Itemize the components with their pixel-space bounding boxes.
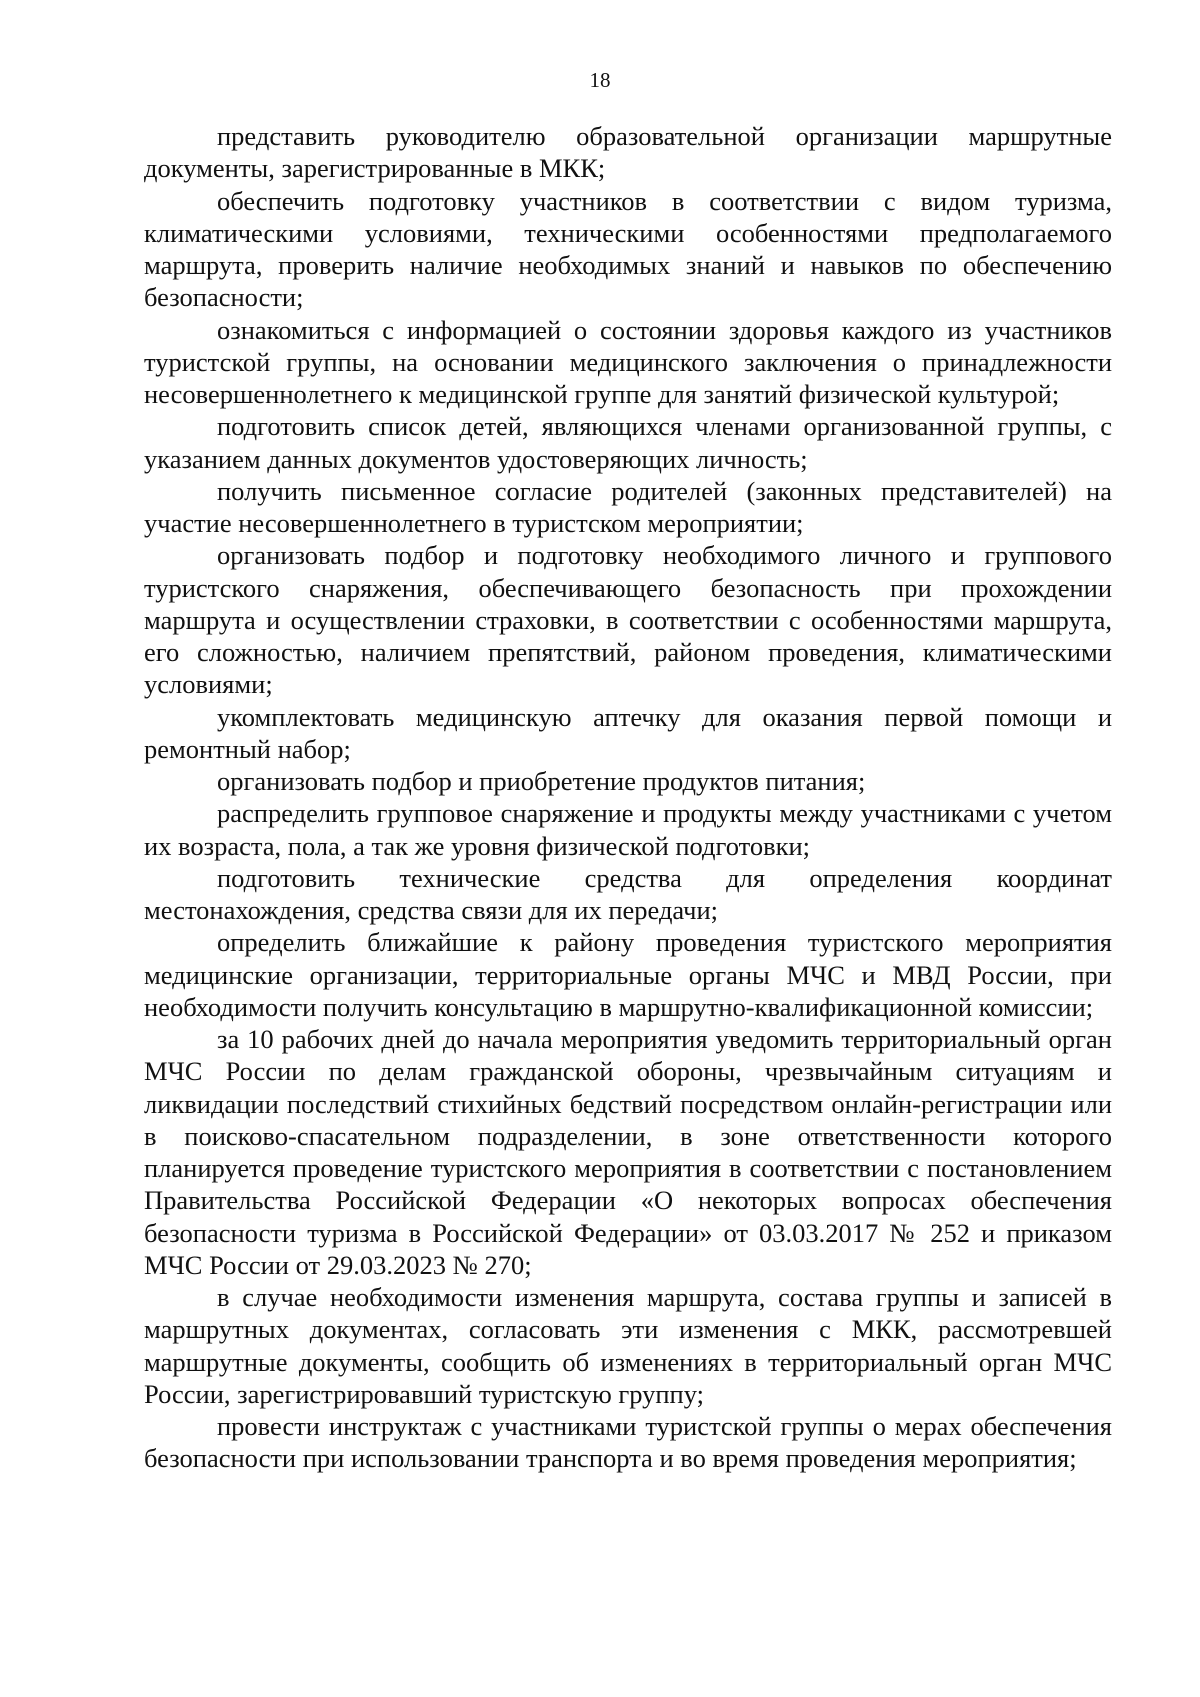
paragraph-3: ознакомиться с информацией о состоянии здоровья каждого из участников туристской группы, на основании медицинского заключения о принадлежности несовершеннолетнего к медицинской группе для занятий физической культурой; [144,314,1112,409]
paragraph-14: провести инструктаж с участниками туристской группы о мерах обеспечения безопасности при использовании транспорта и во время проведения мероприятия; [144,1411,1112,1474]
paragraph-12: за 10 рабочих дней до начала мероприятия уведомить территориальный орган МЧС России по делам гражданской обороны, чрезвычайным ситуациям и ликвидации последствий стихийных бедствий посредством онлайн-регистрации или в поисково-спасательном подразделении, в зоне ответственности которого планируется проведение туристского мероприятия в соответствии с постановлением Правительства Российской Федерации «О некоторых вопросах обеспечения безопасности туризма в Российской Федерации» от 03.03.2017 № 252 и приказом МЧС России от 29.03.2023 № 270; [144,1024,1112,1280]
paragraph-8: организовать подбор и приобретение продуктов питания; [217,766,866,796]
paragraph-2: обеспечить подготовку участников в соответствии с видом туризма, климатическими условиями, техническими особенностями предполагаемого маршрута, проверить наличие необходимых знаний и навыков по обеспечению безопасности; [144,185,1112,313]
page-number: 18 [589,68,611,92]
paragraph-7: укомплектовать медицинскую аптечку для оказания первой помощи и ремонтный набор; [144,701,1112,764]
paragraph-13: в случае необходимости изменения маршрута, состава группы и записей в маршрутных документах, согласовать эти изменения с МКК, рассмотревшей маршрутные документы, сообщить об изменениях в территориальный орган МЧС России, зарегистрировавший туристскую группу; [144,1282,1112,1409]
paragraph-6: организовать подбор и подготовку необходимого личного и группового туристского снаряжения, обеспечивающего безопасность при прохождении маршрута и осуществлении страховки, в соответствии с особенностями маршрута, его сложностью, наличием препятствий, районом проведения, климатическими условиями; [144,540,1112,700]
paragraph-5: получить письменное согласие родителей (законных представителей) на участие несовершеннолетнего в туристском мероприятии; [144,475,1112,538]
paragraph-4: подготовить список детей, являющихся членами организованной группы, с указанием данных документов удостоверяющих личность; [144,411,1112,474]
paragraph-1: представить руководителю образовательной организации маршрутные документы, зарегистрированные в МКК; [144,121,1112,184]
paragraph-11: определить ближайшие к району проведения туристского мероприятия медицинские организации, территориальные органы МЧС и МВД России, при необходимости получить консультацию в маршрутно-квалификационной комиссии; [144,927,1112,1022]
document-body [144,120,1112,1475]
paragraph-10: подготовить технические средства для определения координат местонахождения, средства связи для их передачи; [144,862,1112,925]
paragraph-9: распределить групповое снаряжение и продукты между участниками с учетом их возраста, пола, а так же уровня физической подготовки; [144,798,1112,861]
